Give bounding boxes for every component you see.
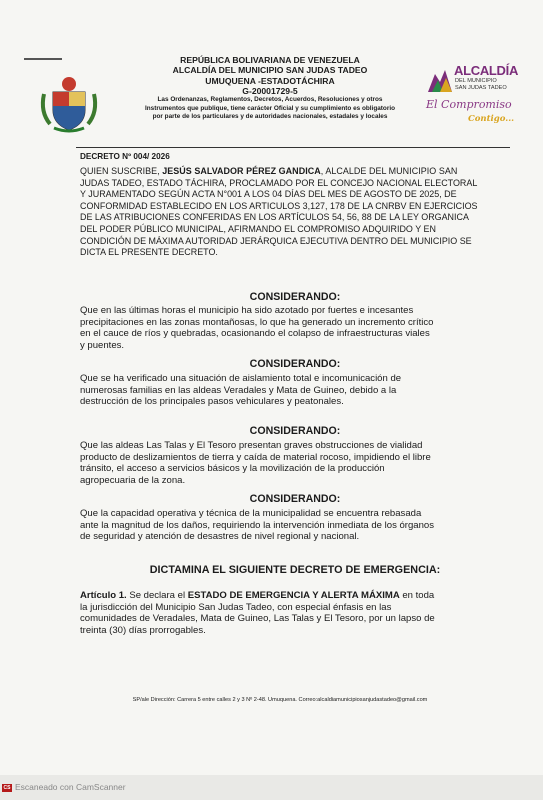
considerando-heading-1: CONSIDERANDO: xyxy=(249,291,341,303)
paragraph-line: ante la magnitud de los daños, requiriendo la intervención inmediata de los órganos xyxy=(80,519,434,531)
header-sub-3: por parte de los particulares y de autoridades nacionales, estadales y locales xyxy=(152,113,388,120)
paragraph-line: en el cauce de ríos y quebradas, ocasionando el colapso de infraestructuras viales xyxy=(80,328,430,340)
considerando-heading-2: CONSIDERANDO: xyxy=(249,358,341,370)
paragraph-line: destrucción de los principales pasos vehiculares y peatonales. xyxy=(80,396,344,408)
paragraph-line: Que las aldeas Las Talas y El Tesoro presentan graves obstrucciones de vialidad xyxy=(80,440,423,451)
header-rif: G-20001729-5 xyxy=(242,85,298,96)
intro-paragraph xyxy=(80,166,510,259)
logo-sub-line-2: SAN JUDAS TADEO xyxy=(455,84,507,91)
paragraph-line: numerosas familias en las aldeas Veradales y Mata de Guineo, debido a la xyxy=(80,384,397,396)
top-rule xyxy=(24,58,62,60)
considerando-paragraph-4 xyxy=(80,508,510,543)
paragraph-line: la jurisdicción del Municipio San Judas Tadeo, con especial énfasis en las xyxy=(80,601,392,613)
logo-sub-line-1: DEL MUNICIPIO xyxy=(455,78,497,84)
paragraph-line: de seguridad y atención de desastres de nivel regional y nacional. xyxy=(80,531,360,543)
considerando-heading-4: CONSIDERANDO: xyxy=(249,493,341,505)
intro-line: JUDAS TADEO, ESTADO TÁCHIRA, PROCLAMADO POR EL CONCEJO NACIONAL ELECTORAL xyxy=(80,177,478,188)
paragraph-line: Que se ha verificado una situación de aislamiento total e incomunicación de xyxy=(80,373,402,384)
camscanner-badge-icon: CS xyxy=(3,784,11,791)
intro-line: DICTA EL PRESENTE DECRETO. xyxy=(80,247,218,258)
considerando-paragraph-1 xyxy=(80,305,510,351)
article-label: Artículo 1. xyxy=(80,590,127,601)
paragraph-line: agropecuaria de la zona. xyxy=(80,474,186,486)
article-1-line-1 xyxy=(80,590,510,602)
considerando-paragraph-2 xyxy=(80,373,510,408)
considerando-heading-3: CONSIDERANDO: xyxy=(249,425,341,437)
header-sub-2: Instrumentos que publique, tiene carácter Oficial y su cumplimiento es obligatorio xyxy=(145,104,395,112)
article-1-paragraph xyxy=(80,590,510,636)
header-sub-1: Las Ordenanzas, Reglamentos, Decretos, Acuerdos, Resoluciones y otros xyxy=(157,96,383,104)
header-line-2: ALCALDÍA DEL MUNICIPIO SAN JUDAS TADEO xyxy=(172,65,368,76)
paragraph-line: producto de deslizamientos de tierra y caída de material rocoso, impidiendo el libre xyxy=(80,451,431,463)
scanner-text: Escaneado con CamScanner xyxy=(15,782,126,792)
header-line-1: REPÚBLICA BOLIVARIANA DE VENEZUELA xyxy=(180,55,360,65)
article-text: Se declara el xyxy=(126,590,188,601)
header-divider xyxy=(76,147,510,148)
paragraph-line: Que la capacidad operativa y técnica de la municipalidad se encuentra rebasada xyxy=(80,508,422,519)
logo-title: ALCALDÍA xyxy=(454,63,519,78)
decree-number: DECRETO Nº 004/ 2026 xyxy=(80,152,170,161)
intro-line: Y JURAMENTADO SEGÚN ACTA N°001 A LOS 04 DÍAS DEL MES DE AGOSTO DE 2025, DE xyxy=(80,189,457,200)
footer-address: SP/ale Dirección: Carrera 5 entre calles 2 y 3 Nº 2-48. Umuquena. Correo:alcaldiamunicipiosanjudastadeo@gmail.com xyxy=(132,697,428,703)
intro-line: DEL PODER PÚBLICO MUNICIPAL, AFIRMANDO EL COMPROMISO ADQUIRIDO Y EN xyxy=(80,223,436,234)
dictamina-heading: DICTAMINA EL SIGUIENTE DECRETO DE EMERGENCIA: xyxy=(149,564,441,576)
paragraph-line: comunidades de Veradales, Mata de Guineo, Las Talas y El Tesoro, por un lapso de xyxy=(80,613,435,625)
logo-subtitle xyxy=(455,78,507,91)
considerando-paragraph-3 xyxy=(80,440,510,486)
article-text: en toda xyxy=(399,590,435,601)
article-emphasis: ESTADO DE EMERGENCIA Y ALERTA MÁXIMA xyxy=(187,590,400,601)
paragraph-line: precipitaciones en las zonas montañosas, lo que ha generado un incremento crítico xyxy=(80,316,434,328)
letterhead xyxy=(118,55,422,121)
logo-slogan-2: Contigo... xyxy=(468,114,515,124)
alcaldia-logo xyxy=(424,62,528,134)
logo-slogan-1: El Compromiso xyxy=(426,98,512,111)
paragraph-line: tránsito, el acceso a servicios básicos y la movilización de la producción xyxy=(80,463,385,475)
paragraph-line: treinta (30) días prorrogables. xyxy=(80,624,206,636)
header-line-3: UMUQUENA -ESTADOTÁCHIRA xyxy=(205,75,335,86)
paragraph-line: y puentes. xyxy=(80,339,125,351)
intro-line: DE LAS ATRIBUCIONES CONFERIDAS EN LOS ARTÍCULOS 54, 56, 88 DE LA LEY ORGANICA xyxy=(80,212,469,223)
coat-of-arms-icon xyxy=(36,72,102,134)
paragraph-line: Que en las últimas horas el municipio ha sido azotado por fuertes e incesantes xyxy=(80,305,414,316)
mountains-logo-icon xyxy=(426,64,454,94)
intro-line: CONDICIÓN DE MÁXIMA AUTORIDAD JERÁRQUICA EJECUTIVA DENTRO DEL MUNICIPIO SE xyxy=(80,235,472,246)
intro-line: QUIEN SUSCRIBE, JESÚS SALVADOR PÉREZ GANDICA, ALCALDE DEL MUNICIPIO SAN xyxy=(80,166,458,176)
scanner-watermark xyxy=(2,782,126,792)
intro-line: CONFORMIDAD ESTABLECIDO EN LOS ARTICULOS 3,127, 178 DE LA CNRBV EN EJERCICIOS xyxy=(80,200,478,211)
